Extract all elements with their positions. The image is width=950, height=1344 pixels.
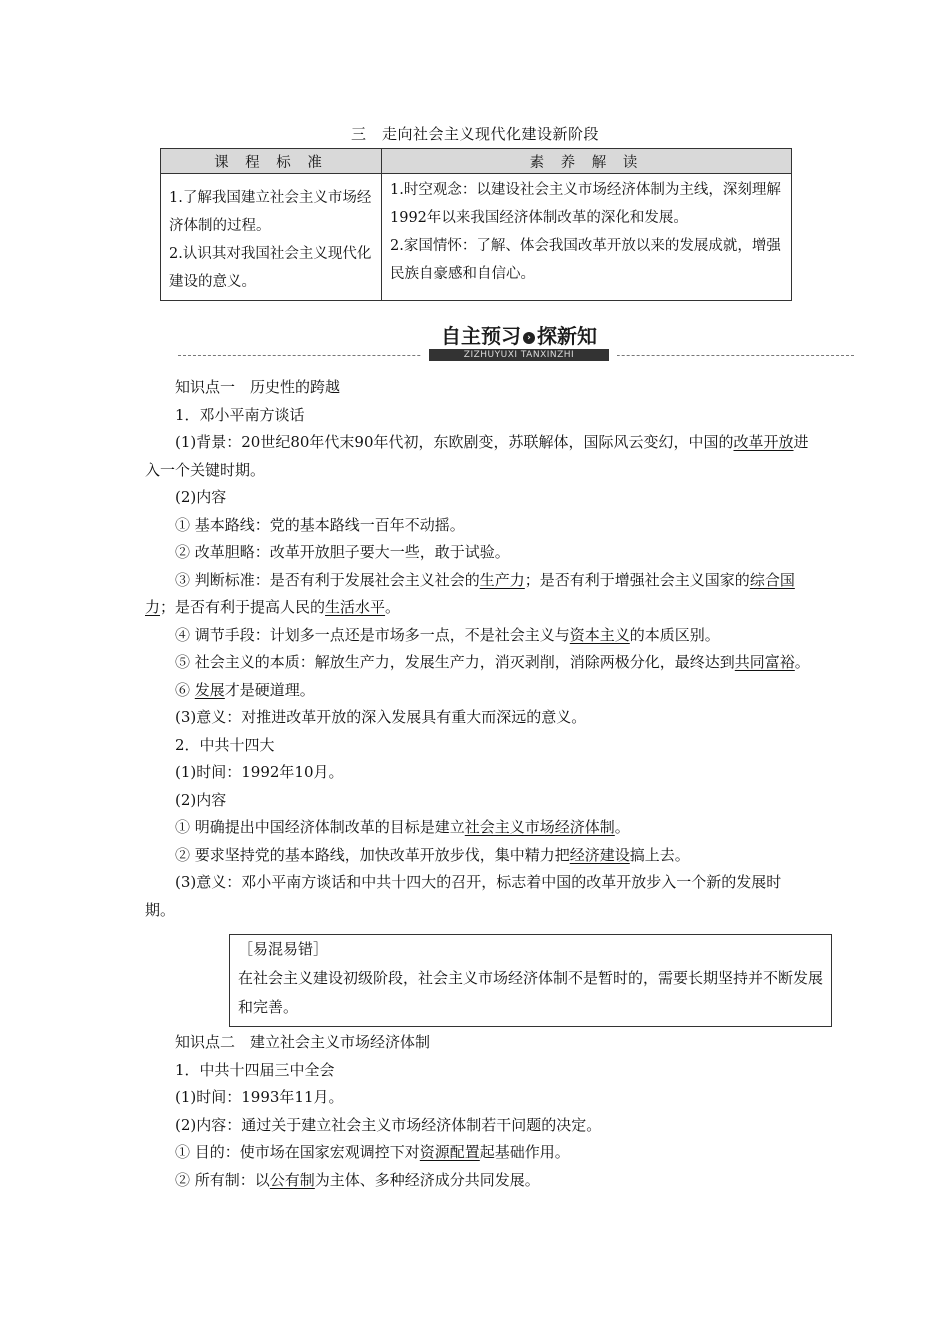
kp1-item-1: ① 基本路线：党的基本路线一百年不动摇。 <box>175 515 465 534</box>
kp1-s2-item-2: ② 要求坚持党的基本路线，加快改革开放步伐，集中精力把经济建设搞上去。 <box>175 845 690 864</box>
kp1-significance: (3)意义：对推进改革开放的深入发展具有重大而深远的意义。 <box>175 708 587 726</box>
banner-title-right: 探新知 <box>537 324 597 348</box>
arrow-circle-icon: › <box>523 332 535 344</box>
key-term: 资源配置 <box>419 1143 480 1161</box>
kp2-item-2: ② 所有制：以公有制为主体、多种经济成分共同发展。 <box>175 1170 540 1189</box>
kp1-s2-time: (1)时间：1992年10月。 <box>175 763 344 781</box>
key-term: 经济建设 <box>569 845 630 864</box>
key-term: 共同富裕 <box>734 653 795 671</box>
table-header-literacy: 素 养 解 读 <box>382 149 792 174</box>
key-term: 资本主义 <box>569 625 630 644</box>
table-header-standards: 课 程 标 准 <box>161 149 382 174</box>
key-term: 综合国力 <box>145 570 795 616</box>
kp1-s2-title: 2．中共十四大 <box>175 735 275 754</box>
kp2-content: (2)内容：通过关于建立社会主义市场经济体制若干问题的决定。 <box>175 1115 602 1134</box>
key-term: 生产力 <box>479 570 525 589</box>
kp1-s2-item-1: ① 明确提出中国经济体制改革的目标是建立社会主义市场经济体制。 <box>175 818 630 836</box>
kp2-s1-title: 1．中共十四届三中全会 <box>175 1060 335 1079</box>
key-term: 发展 <box>194 680 225 699</box>
key-term: 社会主义市场经济体制 <box>464 818 615 836</box>
banner-pinyin: ZIZHUYUXI TANXINZHI <box>429 349 609 361</box>
standard-item: 2.认识其对我国社会主义现代化建设的意义。 <box>169 246 372 290</box>
kp1-s2-content-label: (2)内容 <box>175 790 227 809</box>
kp1-item-6: ⑥ 发展才是硬道理。 <box>175 680 315 699</box>
banner-title <box>421 322 617 350</box>
kp1-content-label: (2)内容 <box>175 488 227 506</box>
kp1-item-2: ② 改革胆略：改革开放胆子要大一些，敢于试验。 <box>175 543 510 561</box>
page-title: 三 走向社会主义现代化建设新阶段 <box>350 125 599 143</box>
curriculum-standards-table <box>160 148 792 301</box>
standards-cell <box>161 174 382 301</box>
literacy-cell <box>382 174 792 301</box>
kp2-time: (1)时间：1993年11月。 <box>175 1088 344 1106</box>
main-content <box>145 374 824 1194</box>
kp1-item-5: ⑤ 社会主义的本质：解放生产力，发展生产力，消灭剥削，消除两极分化，最终达到共同富裕。 <box>175 653 810 671</box>
kp2-item-1: ① 目的：使市场在国家宏观调控下对资源配置起基础作用。 <box>175 1143 570 1161</box>
kp2-heading: 知识点二 建立社会主义市场经济体制 <box>175 1033 431 1051</box>
key-term: 生活水平 <box>325 598 386 616</box>
kp1-item-4: ④ 调节手段：计划多一点还是市场多一点，不是社会主义与资本主义的本质区别。 <box>175 625 720 644</box>
kp1-s1-title: 1．邓小平南方谈话 <box>175 405 305 424</box>
key-term: 改革开放 <box>733 433 794 451</box>
literacy-item: 1.时空观念：以建设社会主义市场经济体制为主线，深刻理解1992年以来我国经济体制改革的深化和发展。 <box>390 182 781 226</box>
common-mistake-note <box>229 934 832 1027</box>
kp1-heading: 知识点一 历史性的跨越 <box>175 378 341 396</box>
section-banner <box>178 322 854 362</box>
key-term: 公有制 <box>269 1170 315 1189</box>
note-text: 在社会主义建设初级阶段，社会主义市场经济体制不是暂时的，需要长期坚持并不断发展和完善。 <box>238 969 824 1016</box>
banner-title-left: 自主预习 <box>441 324 521 348</box>
literacy-item: 2.家国情怀：了解、体会我国改革开放以来的发展成就，增强民族自豪感和自信心。 <box>390 238 781 282</box>
kp1-s2-significance: (3)意义：邓小平南方谈话和中共十四大的召开，标志着中国的改革开放步入一个新的发展时期。 <box>145 873 782 919</box>
note-label: ［易混易错］ <box>238 940 329 958</box>
kp1-item-3: ③ 判断标准：是否有利于发展社会主义社会的生产力；是否有利于增强社会主义国家的综合国力；是否有利于提高人民的生活水平。 <box>145 570 795 616</box>
kp1-background: (1)背景：20世纪80年代末90年代初，东欧剧变，苏联解体，国际风云变幻，中国的改革开放进入一个关键时期。 <box>145 433 809 479</box>
standard-item: 1.了解我国建立社会主义市场经济体制的过程。 <box>169 190 372 234</box>
